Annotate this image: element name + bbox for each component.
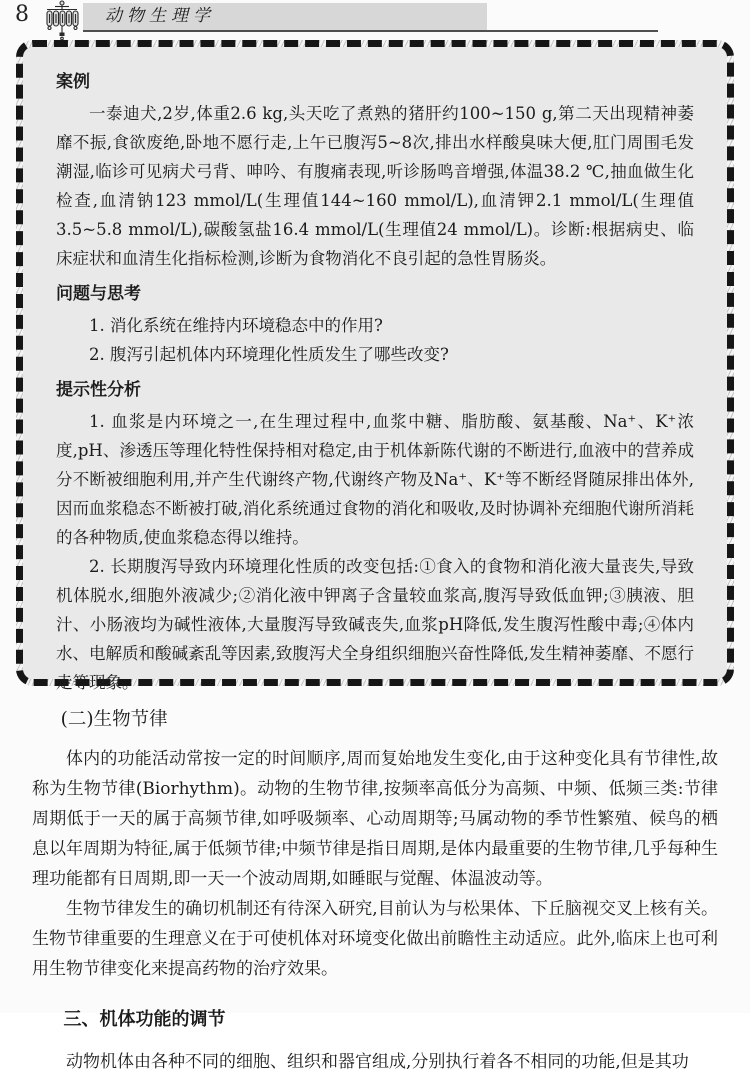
body-paragraph-2: 生物节律发生的确切机制还有待深入研究,目前认为与松果体、下丘脑视交叉上核有关。生物节律重要的生理意义在于可使机体对环境变化做出前瞻性主动适应。此外,临床上也可利用生物节律变化来提高药物的治疗效果。 [32, 899, 718, 979]
section-heading-biorhythm: (二)生物节律 [60, 709, 168, 730]
book-title: 动物生理学 [105, 6, 215, 26]
molecule-structure-icon [43, 0, 81, 44]
analysis-heading: 提示性分析 [56, 380, 141, 400]
header-rule [83, 30, 658, 32]
case-paragraph: 一泰迪犬,2岁,体重2.6 kg,头天吃了煮熟的猪肝约100~150 g,第二天出现精神萎靡不振,食欲废绝,卧地不愿行走,上午已腹泻5~8次,排出水样酸臭味大便,肛门周围毛发潮湿,临诊可见病犬弓背、呻吟、有腹痛表现,听诊肠鸣音增强,体温38.2 ℃,抽血做生化检查,血清钠123 mmol/L(生理值144~160 mmol/L),血清钾2.1 mmol/L(生理值3.5~5.8 mmol/L),碳酸氢盐16.4 mmol/L(生理值24 mmol/L)。诊断:根据病史、临床症状和血清生化指标检测,诊断为食物消化不良引起的急性胃肠炎。 [56, 104, 694, 268]
questions-heading: 问题与思考 [56, 284, 141, 304]
page-header [0, 0, 750, 40]
case-box [16, 40, 734, 692]
book-title-bar [83, 3, 487, 30]
analysis-paragraph-1: 1. 血浆是内环境之一,在生理过程中,血浆中糖、脂肪酸、氨基酸、Na⁺、K⁺浓度,pH、渗透压等理化特性保持相对稳定,由于机体新陈代谢的不断进行,血液中的营养成分不断被细胞利用,并产生代谢终产物,代谢终产物及Na⁺、K⁺等不断经肾随尿排出体外,因而血浆稳态不断被打破,消化系统通过食物的消化和吸收,及时协调补充细胞代谢所消耗的各种物质,使血浆稳态得以维持。 [56, 412, 694, 547]
case-heading: 案例 [56, 72, 90, 92]
body-paragraph-3: 动物机体由各种不同的细胞、组织和器官组成,分别执行着各不相同的功能,但是其功 [66, 1052, 689, 1072]
subsection-heading-regulation: 三、机体功能的调节 [63, 1009, 226, 1030]
question-item-1: 1. 消化系统在维持内环境稳态中的作用? [89, 316, 383, 335]
main-text [32, 708, 718, 1077]
question-item-2: 2. 腹泻引起机体内环境理化性质发生了哪些改变? [89, 345, 449, 364]
analysis-paragraph-2: 2. 长期腹泻导致内环境理化性质的改变包括:①食入的食物和消化液大量丧失,导致机体脱水,细胞外液减少;②消化液中钾离子含量较血浆高,腹泻导致低血钾;③胰液、胆汁、小肠液均为碱性液体,大量腹泻导致碱丧失,血浆pH降低,发生腹泻性酸中毒;④体内水、电解质和酸碱紊乱等因素,致腹泻犬全身组织细胞兴奋性降低,发生精神萎靡、不愿行走等现象。 [56, 557, 694, 692]
page-number: 8 [15, 2, 29, 27]
body-paragraph-1: 体内的功能活动常按一定的时间顺序,周而复始地发生变化,由于这种变化具有节律性,故称为生物节律(Biorhythm)。动物的生物节律,按频率高低分为高频、中频、低频三类:节律周期低于一天的属于高频节律,如呼吸频率、心动周期等;马属动物的季节性繁殖、候鸟的栖息以年周期为特征,属于低频节律;中频节律是指日周期,是体内最重要的生物节律,几乎每种生理功能都有日周期,即一天一个波动周期,如睡眠与觉醒、体温波动等。 [32, 749, 718, 889]
